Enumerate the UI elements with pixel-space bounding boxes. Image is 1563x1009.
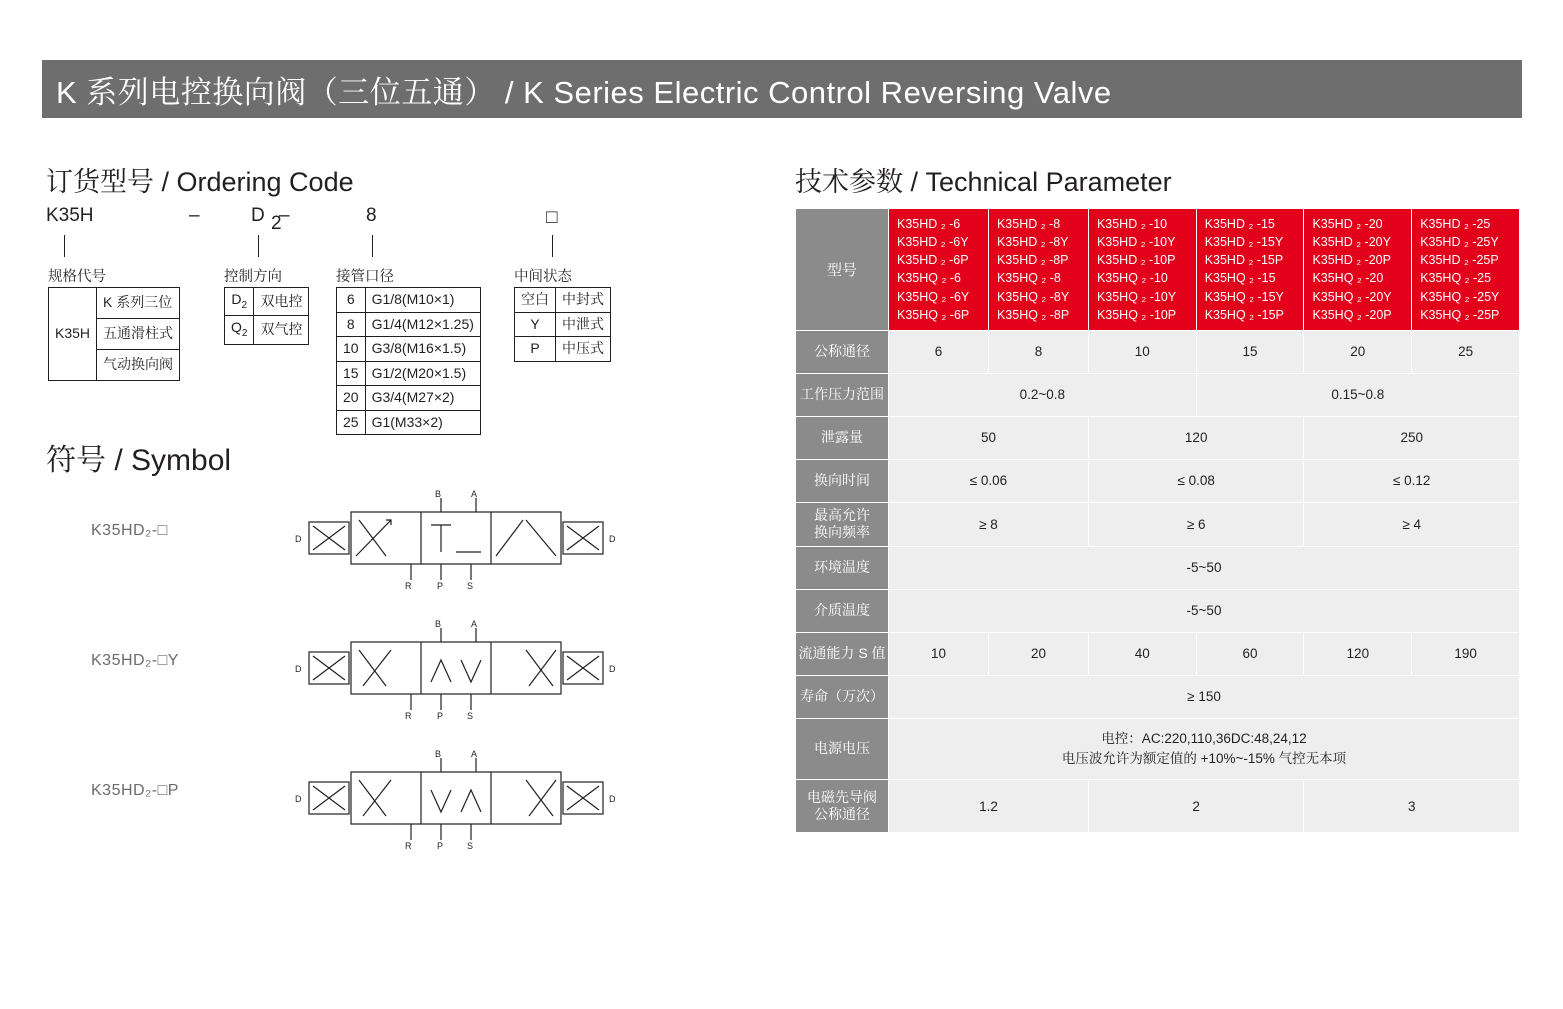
mid-code-0: 空白: [515, 288, 556, 313]
row-label-nominal-diameter: 公称通径: [796, 330, 889, 373]
svg-text:B: B: [435, 620, 442, 629]
row-label-pressure-range: 工作压力范围: [796, 373, 889, 416]
cell-value: 2: [1088, 780, 1304, 833]
cell-value: 250: [1304, 416, 1520, 459]
table-row: [796, 718, 1520, 780]
code-dash-1: –: [189, 205, 200, 226]
technical-parameter-table: [795, 208, 1520, 833]
spec-code: K35H: [49, 288, 97, 381]
table-row: [796, 780, 1520, 833]
code-middle: □: [546, 207, 558, 228]
tick-port: [372, 235, 373, 257]
ordering-code-line: [46, 205, 606, 233]
cell-value: ≤ 0.06: [889, 459, 1089, 502]
label-direction: 控制方向: [224, 269, 282, 285]
cell-value: 40: [1088, 632, 1196, 675]
model-label: 型号: [796, 209, 889, 331]
cell-value: 120: [1088, 416, 1304, 459]
table-row: [796, 632, 1520, 675]
port-desc-0: G1/8(M10×1): [365, 288, 480, 313]
symbol-row-1: [46, 490, 746, 600]
mid-desc-2: 中压式: [556, 337, 611, 362]
svg-text:R: R: [405, 841, 412, 851]
row-label-flow-capacity: 流通能力 S 值: [796, 632, 889, 675]
cell-value: 20: [1304, 330, 1412, 373]
port-code-4: 20: [337, 386, 366, 411]
port-code-0: 6: [337, 288, 366, 313]
cell-value: 190: [1412, 632, 1520, 675]
svg-text:D: D: [295, 794, 302, 804]
symbol-diagram-2: [291, 620, 621, 730]
port-code-2: 10: [337, 337, 366, 362]
code-dash-2: –: [279, 205, 290, 226]
cell-value: 25: [1412, 330, 1520, 373]
port-code-5: 25: [337, 410, 366, 435]
cell-value: -5~50: [889, 589, 1520, 632]
svg-text:D: D: [609, 534, 616, 544]
table-row: [796, 546, 1520, 589]
tick-spec: [64, 235, 65, 257]
model-column-1: K35HD ₂ -8 K35HD ₂ -8Y K35HD ₂ -8P K35HQ ₂ -8 K35HQ ₂ -8Y K35HQ ₂ -8P: [988, 209, 1088, 331]
cell-value: 3: [1304, 780, 1520, 833]
port-desc-1: G1/4(M12×1.25): [365, 312, 480, 337]
cell-value: ≥ 4: [1304, 502, 1520, 546]
cell-value: 0.2~0.8: [889, 373, 1197, 416]
direction-code-1: $Q_2$: [225, 316, 254, 344]
ordering-code-block: [46, 205, 746, 445]
row-label-medium-temp: 介质温度: [796, 589, 889, 632]
direction-desc-1: 双气控: [254, 316, 309, 344]
cell-value: 60: [1196, 632, 1304, 675]
cell-value: 电控：AC:220,110,36DC:48,24,12 电压波允许为额定值的 +10%~-15% 气控无本项: [889, 718, 1520, 780]
table-row: [796, 459, 1520, 502]
cell-value: ≥ 8: [889, 502, 1089, 546]
row-label-leakage: 泄露量: [796, 416, 889, 459]
code-model: K35H: [46, 205, 94, 226]
model-column-5: K35HD ₂ -25 K35HD ₂ -25Y K35HD ₂ -25P K35HQ ₂ -25 K35HQ ₂ -25Y K35HQ ₂ -25P: [1412, 209, 1520, 331]
row-label-lifetime: 寿命（万次）: [796, 675, 889, 718]
symbol-label-2: K35HD₂-□Y: [91, 652, 179, 669]
symbol-diagram-3: [291, 750, 621, 860]
svg-text:D: D: [295, 664, 302, 674]
mid-code-1: Y: [515, 312, 556, 337]
port-desc-5: G1(M33×2): [365, 410, 480, 435]
port-desc-4: G3/4(M27×2): [365, 386, 480, 411]
mid-code-2: P: [515, 337, 556, 362]
svg-text:R: R: [405, 711, 412, 721]
code-port: 8: [366, 205, 377, 226]
page-title: K 系列电控换向阀（三位五通） / K Series Electric Control Reversing Valve: [56, 74, 1112, 110]
cell-value: 10: [1088, 330, 1196, 373]
cell-value: ≥ 6: [1088, 502, 1304, 546]
spec-desc-1: K 系列三位: [97, 288, 180, 319]
symbol-row-2: [46, 620, 746, 730]
middle-state-table: [514, 287, 611, 362]
table-row: [796, 675, 1520, 718]
svg-text:D: D: [609, 664, 616, 674]
row-label-pilot-valve-diameter: 电磁先导阀 公称通径: [796, 780, 889, 833]
symbol-title: 符号 / Symbol: [46, 444, 232, 477]
cell-value: 1.2: [889, 780, 1089, 833]
symbol-diagram-1: [291, 490, 621, 600]
port-table: [336, 287, 481, 435]
cell-value: 50: [889, 416, 1089, 459]
symbol-label-3: K35HD₂-□P: [91, 782, 179, 799]
svg-text:R: R: [405, 581, 412, 591]
direction-table: [224, 287, 309, 345]
symbol-label-1: K35HD₂-□: [91, 522, 168, 539]
svg-text:D: D: [609, 794, 616, 804]
svg-text:B: B: [435, 490, 442, 499]
svg-text:A: A: [471, 490, 478, 499]
cell-value: ≥ 150: [889, 675, 1520, 718]
svg-text:S: S: [467, 581, 474, 591]
table-row-models: [796, 209, 1520, 331]
row-label-switch-time: 换向时间: [796, 459, 889, 502]
cell-value: ≤ 0.12: [1304, 459, 1520, 502]
svg-text:S: S: [467, 711, 474, 721]
svg-text:P: P: [437, 711, 444, 721]
spec-desc-2: 五通滑柱式: [97, 319, 180, 350]
spec-desc-3: 气动换向阀: [97, 350, 180, 381]
row-label-max-frequency: 最高允许 换向频率: [796, 502, 889, 546]
mid-desc-1: 中泄式: [556, 312, 611, 337]
spec-table: [48, 287, 180, 381]
page-header: [42, 60, 1522, 118]
label-middle: 中间状态: [514, 269, 572, 285]
tick-direction: [258, 235, 259, 257]
svg-text:A: A: [471, 620, 478, 629]
cell-value: ≤ 0.08: [1088, 459, 1304, 502]
port-code-3: 15: [337, 361, 366, 386]
cell-value: 120: [1304, 632, 1412, 675]
table-row: [796, 502, 1520, 546]
port-desc-2: G3/8(M16×1.5): [365, 337, 480, 362]
cell-value: 6: [889, 330, 989, 373]
cell-value: 15: [1196, 330, 1304, 373]
cell-value: 0.15~0.8: [1196, 373, 1519, 416]
label-spec: 规格代号: [48, 269, 106, 285]
model-column-3: K35HD ₂ -15 K35HD ₂ -15Y K35HD ₂ -15P K35HQ ₂ -15 K35HQ ₂ -15Y K35HQ ₂ -15P: [1196, 209, 1304, 331]
svg-text:B: B: [435, 750, 442, 759]
direction-code-0: $D_2$: [225, 288, 254, 316]
cell-value: 20: [988, 632, 1088, 675]
label-port: 接管口径: [336, 269, 394, 285]
cell-value: 10: [889, 632, 989, 675]
model-column-4: K35HD ₂ -20 K35HD ₂ -20Y K35HD ₂ -20P K35HQ ₂ -20 K35HQ ₂ -20Y K35HQ ₂ -20P: [1304, 209, 1412, 331]
mid-desc-0: 中封式: [556, 288, 611, 313]
svg-text:A: A: [471, 750, 478, 759]
svg-text:D: D: [295, 534, 302, 544]
tick-middle: [552, 235, 553, 257]
technical-parameter-title: 技术参数 / Technical Parameter: [795, 167, 1172, 197]
svg-text:P: P: [437, 841, 444, 851]
table-row: [796, 330, 1520, 373]
table-row: [796, 589, 1520, 632]
model-column-0: K35HD ₂ -6 K35HD ₂ -6Y K35HD ₂ -6P K35HQ ₂ -6 K35HQ ₂ -6Y K35HQ ₂ -6P: [889, 209, 989, 331]
svg-text:P: P: [437, 581, 444, 591]
port-code-1: 8: [337, 312, 366, 337]
cell-value: -5~50: [889, 546, 1520, 589]
row-label-supply-voltage: 电源电压: [796, 718, 889, 780]
direction-desc-0: 双电控: [254, 288, 309, 316]
code-control-sub: 2: [271, 213, 282, 234]
svg-text:S: S: [467, 841, 474, 851]
row-label-ambient-temp: 环境温度: [796, 546, 889, 589]
model-column-2: K35HD ₂ -10 K35HD ₂ -10Y K35HD ₂ -10P K35HQ ₂ -10 K35HQ ₂ -10Y K35HQ ₂ -10P: [1088, 209, 1196, 331]
symbol-row-3: [46, 750, 746, 860]
port-desc-3: G1/2(M20×1.5): [365, 361, 480, 386]
code-control: D: [251, 205, 265, 226]
table-row: [796, 416, 1520, 459]
cell-value: 8: [988, 330, 1088, 373]
ordering-code-title: 订货型号 / Ordering Code: [46, 167, 354, 197]
table-row: [796, 373, 1520, 416]
